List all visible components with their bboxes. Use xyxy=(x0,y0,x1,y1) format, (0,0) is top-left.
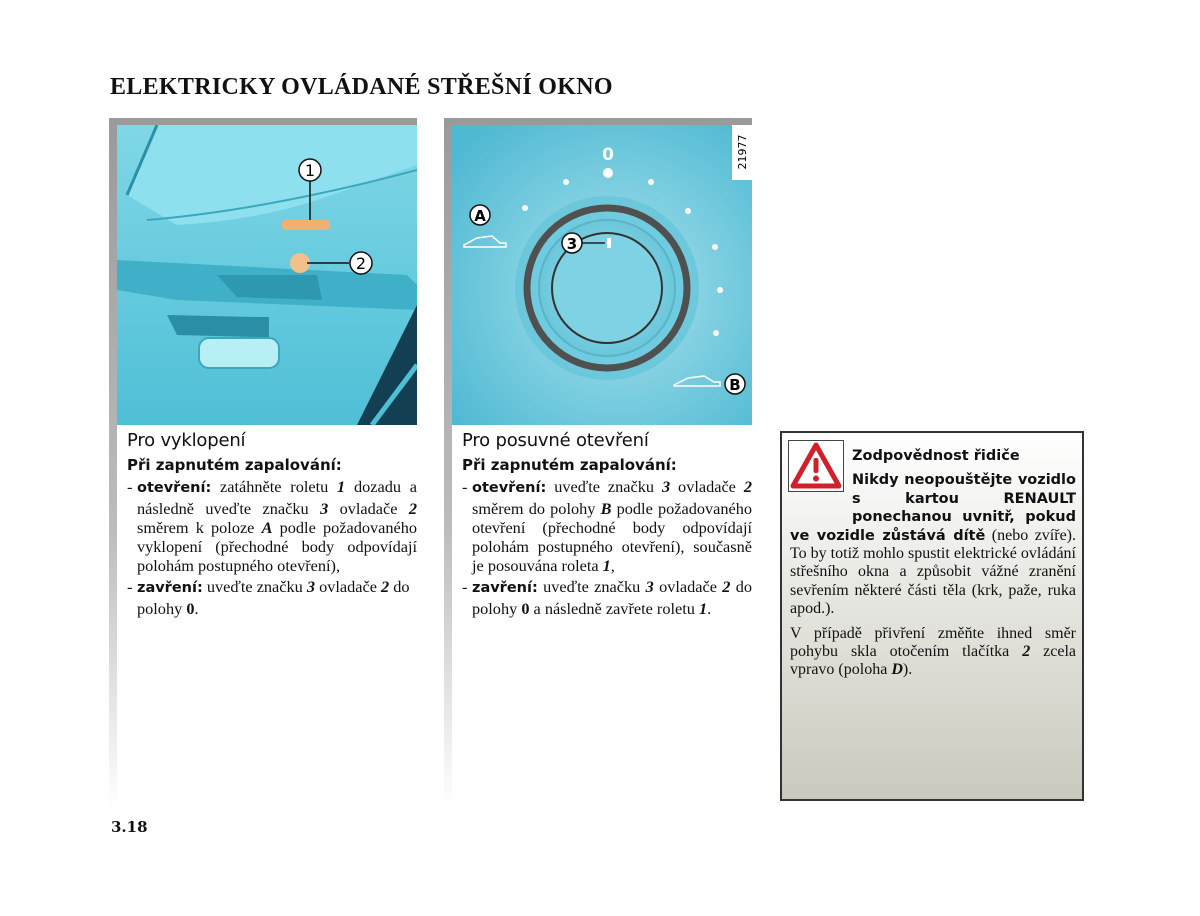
page-number: 3.18 xyxy=(111,818,148,836)
warning-paragraph-1: (nebo zvíře). To by totiž mohlo spustit elektrické ovládání střešního okna a způsobit vážné zranění sevřením některé části těla (krk, paže, ruka apod.). xyxy=(790,526,1077,618)
list-item: - otevření: uveďte značku 3 ovladače 2 směrem do polohy B podle požadovaného otevření (přechodné body odpovídají polohám postupného otevření), současně je posouvána roleta 1, xyxy=(462,477,753,576)
position-B-label: B xyxy=(729,376,741,394)
warning-paragraph-2: V případě přivření změňte ihned směr pohybu skla otočením tlačítka 2 zcela vpravo (poloha D). xyxy=(790,624,1076,679)
position-A-label: A xyxy=(474,207,486,225)
page-title: ELEKTRICKY OVLÁDANÉ STŘEŠNÍ OKNO xyxy=(110,74,613,100)
figure-ref-number: 21977 xyxy=(736,134,749,170)
right-figure-top-border xyxy=(444,118,752,125)
list-item: - zavření: uveďte značku 3 ovladače 2 do polohy 0. xyxy=(127,577,410,618)
marker-3-label: 3 xyxy=(566,235,578,253)
left-figure-top-border xyxy=(109,118,417,125)
right-heading: Pro posuvné otevření xyxy=(462,430,649,451)
left-column-bar xyxy=(109,118,117,808)
left-subheading: Při zapnutém zapalování: xyxy=(127,456,342,475)
warning-heading: Zodpovědnost řidiče xyxy=(852,448,1020,464)
right-column-bar xyxy=(444,118,452,808)
roller-blind-tab xyxy=(282,220,330,230)
warning-lead: Nikdy neopouštějte vozidlo s kartou RENAULT ponechanou uvnitř, pokud ve vozidle zůstává dítě xyxy=(790,472,1076,544)
list-item: - otevření: zatáhněte roletu 1 dozadu a následně uveďte značku 3 ovladače 2 směrem k poloze A podle požadovaného vyklopení (přechodné body odpovídají polohám postupného otevření), xyxy=(127,477,418,576)
list-item: - zavření: uveďte značku 3 ovladače 2 do polohy 0 a následně zavřete roletu 1. xyxy=(462,577,752,618)
left-heading: Pro vyklopení xyxy=(127,430,246,451)
right-column-text xyxy=(462,431,752,620)
right-subheading: Při zapnutém zapalování: xyxy=(462,456,677,475)
sunroof-dial-illustration xyxy=(452,125,752,425)
sunroof-blind-illustration xyxy=(117,125,417,425)
position-0-label: 0 xyxy=(602,145,614,165)
warning-box xyxy=(780,431,1084,801)
callout-2: 2 xyxy=(355,254,367,273)
warning-text xyxy=(790,447,1076,686)
left-column-text xyxy=(127,431,417,620)
callout-1: 1 xyxy=(304,161,316,180)
